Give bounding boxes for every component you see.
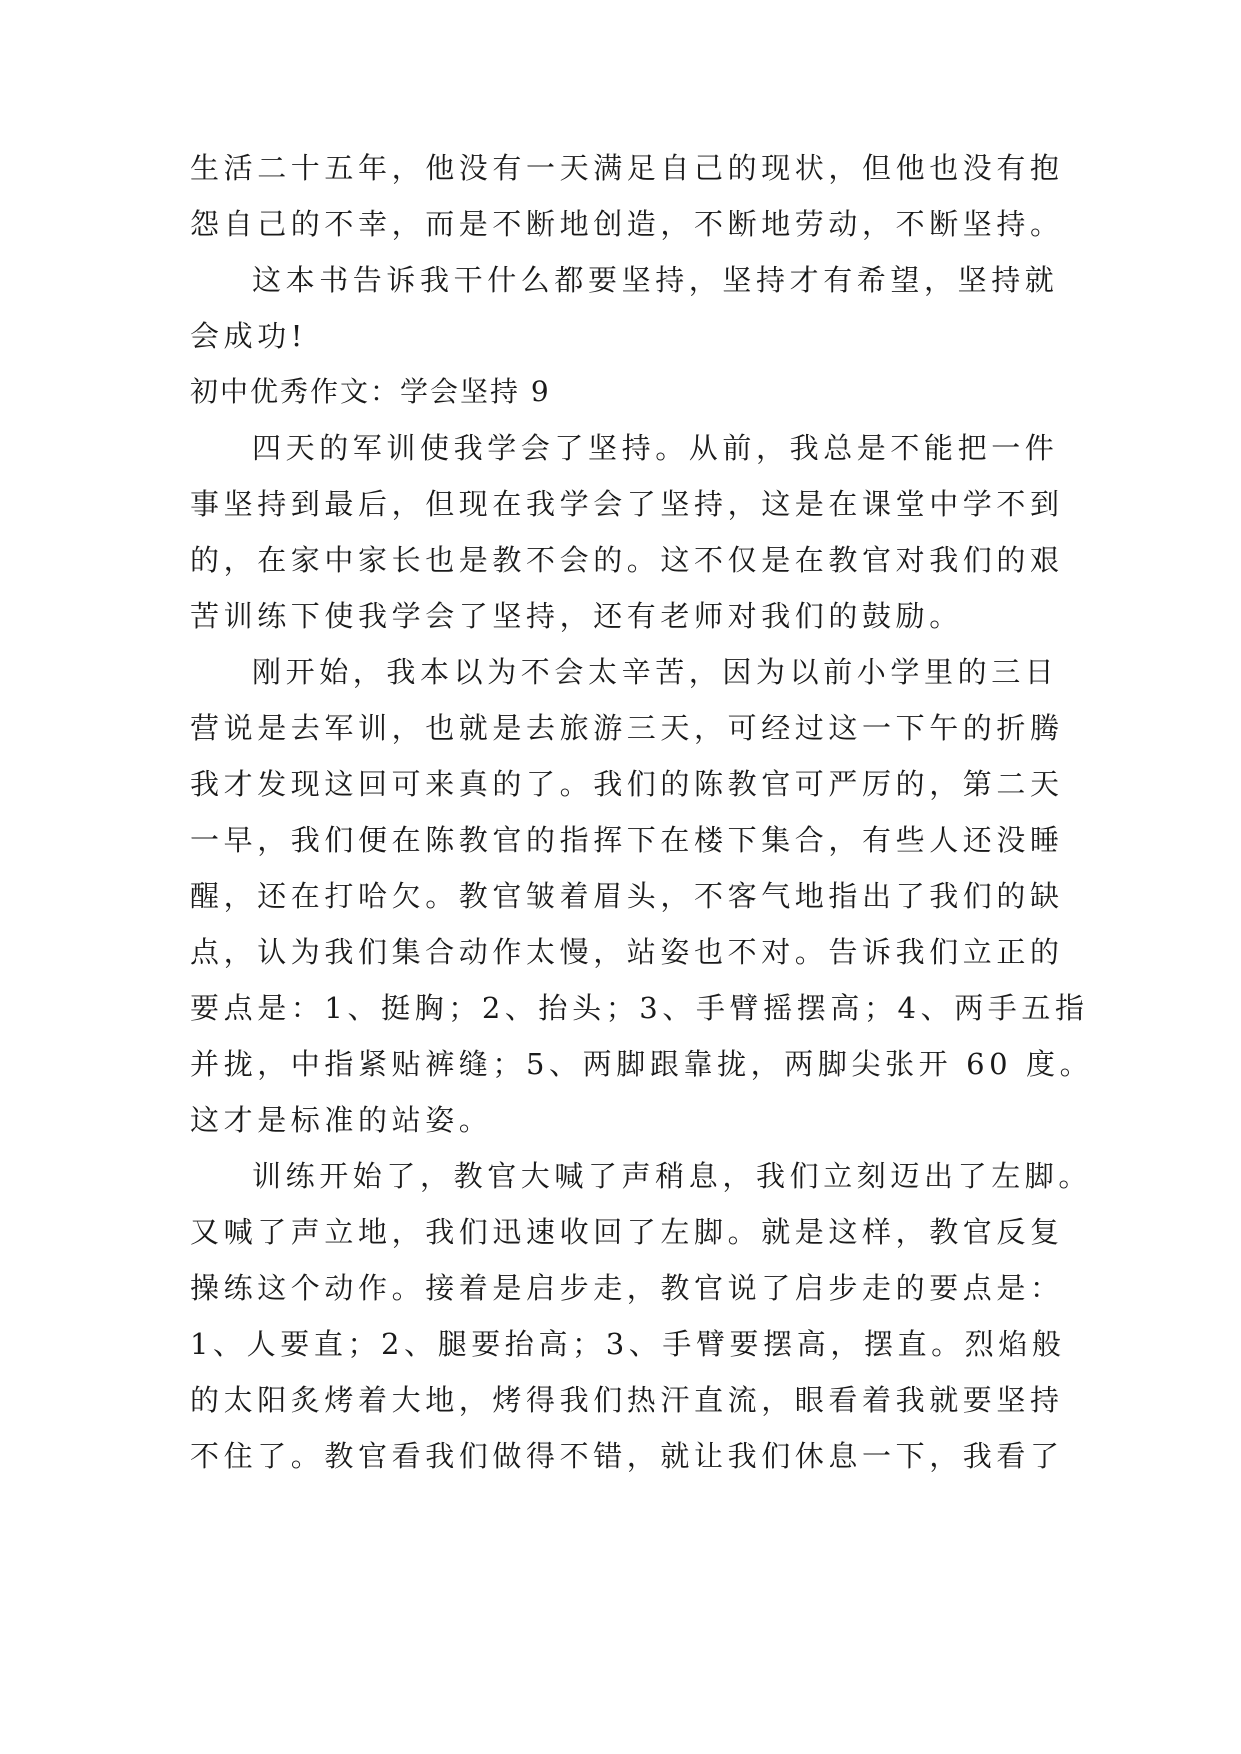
text-line: 怨自己的不幸，而是不断地创造，不断地劳动，不断坚持。 bbox=[190, 207, 1064, 241]
paragraph-start-line: 刚开始，我本以为不会太辛苦，因为以前小学里的三日 bbox=[252, 655, 1059, 689]
section-heading: 初中优秀作文：学会坚持 9 bbox=[190, 375, 551, 408]
text-line: 点，认为我们集合动作太慢，站姿也不对。告诉我们立正的 bbox=[190, 935, 1064, 969]
text-line: 我才发现这回可来真的了。我们的陈教官可严厉的，第二天 bbox=[190, 767, 1064, 801]
text-line: 苦训练下使我学会了坚持，还有老师对我们的鼓励。 bbox=[190, 599, 963, 633]
text-line: 这才是标准的站姿。 bbox=[190, 1103, 493, 1137]
paragraph-start-line: 训练开始了，教官大喊了声稍息，我们立刻迈出了左脚。 bbox=[252, 1159, 1093, 1193]
text-line: 一早，我们便在陈教官的指挥下在楼下集合，有些人还没睡 bbox=[190, 823, 1064, 857]
text-line: 不住了。教官看我们做得不错，就让我们休息一下，我看了 bbox=[190, 1439, 1064, 1473]
text-line: 的太阳炙烤着大地，烤得我们热汗直流，眼看着我就要坚持 bbox=[190, 1383, 1064, 1417]
text-line: 的，在家中家长也是教不会的。这不仅是在教官对我们的艰 bbox=[190, 543, 1064, 577]
text-line: 事坚持到最后，但现在我学会了坚持，这是在课堂中学不到 bbox=[190, 487, 1064, 521]
text-line: 生活二十五年，他没有一天满足自己的现状，但他也没有抱 bbox=[190, 151, 1064, 185]
text-line: 要点是：1、挺胸；2、抬头；3、手臂摇摆高；4、两手五指 bbox=[190, 991, 1089, 1025]
text-line: 会成功! bbox=[190, 319, 308, 353]
text-line: 又喊了声立地，我们迅速收回了左脚。就是这样，教官反复 bbox=[190, 1215, 1064, 1249]
text-line: 营说是去军训，也就是去旅游三天，可经过这一下午的折腾 bbox=[190, 711, 1064, 745]
text-line: 操练这个动作。接着是启步走，教官说了启步走的要点是： bbox=[190, 1271, 1064, 1305]
text-line: 并拢，中指紧贴裤缝；5、两脚跟靠拢，两脚尖张开 60 度。 bbox=[190, 1047, 1094, 1081]
paragraph-start-line: 这本书告诉我干什么都要坚持，坚持才有希望，坚持就 bbox=[252, 263, 1059, 297]
text-line: 1、人要直；2、腿要抬高；3、手臂要摆高，摆直。烈焰般 bbox=[190, 1327, 1066, 1361]
text-line: 醒，还在打哈欠。教官皱着眉头，不客气地指出了我们的缺 bbox=[190, 879, 1064, 913]
paragraph-start-line: 四天的军训使我学会了坚持。从前，我总是不能把一件 bbox=[252, 431, 1059, 465]
